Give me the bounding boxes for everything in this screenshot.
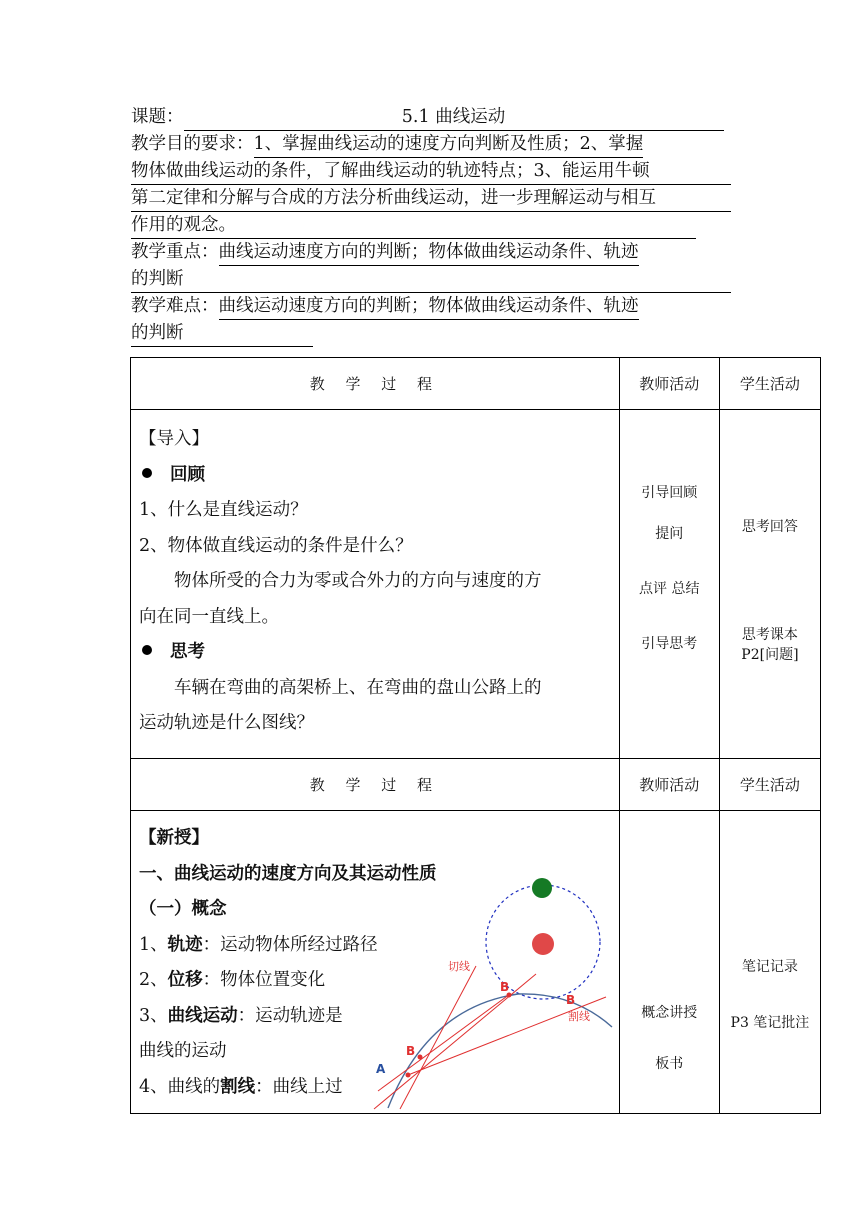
new-teacher-activity bbox=[619, 811, 719, 1114]
goals-line-4: 作用的观念。 bbox=[131, 212, 696, 239]
question-2: 2、物体做直线运动的条件是什么？ bbox=[139, 535, 413, 556]
label-b-right: B bbox=[566, 993, 576, 1007]
key-row bbox=[131, 239, 731, 266]
think-line-1: 车辆在弯曲的高架桥上、在弯曲的盘山公路上的 bbox=[174, 677, 542, 698]
student-item: 笔记记录 bbox=[741, 959, 798, 975]
curve-tangent-secant-diagram bbox=[368, 877, 618, 1112]
goals-label: 教学目的要求： bbox=[131, 134, 254, 154]
key-line-2: 的判断 bbox=[131, 266, 731, 293]
green-ball bbox=[532, 878, 552, 898]
student-item: 思考回答 bbox=[741, 519, 798, 535]
label-b-lower: B bbox=[406, 1044, 416, 1058]
col-student-header: 学生活动 bbox=[719, 759, 820, 811]
teacher-item: 板书 bbox=[655, 1056, 684, 1072]
item-text: ：物体位置变化 bbox=[202, 970, 326, 990]
col-teacher-header: 教师活动 bbox=[619, 759, 719, 811]
teacher-item: 概念讲授 bbox=[641, 1005, 698, 1021]
concept-item-3-cont: 曲线的运动 bbox=[139, 1041, 227, 1061]
item-text: ：运动物体所经过路径 bbox=[202, 934, 378, 955]
new-student-activity bbox=[719, 811, 820, 1114]
item-term: 割线 bbox=[220, 1076, 256, 1097]
item-number: 1、 bbox=[139, 934, 168, 955]
bullet-icon bbox=[142, 645, 152, 655]
col-student-header: 学生活动 bbox=[719, 358, 820, 410]
label-a: A bbox=[376, 1062, 386, 1076]
goals-line-2: 物体做曲线运动的条件，了解曲线运动的轨迹特点；3、能运用牛顿 bbox=[131, 158, 731, 185]
goals-row bbox=[131, 131, 731, 158]
teacher-item: 引导回顾 bbox=[641, 485, 698, 501]
label-b-upper: B bbox=[500, 980, 510, 994]
lesson-header bbox=[131, 104, 731, 347]
subsection-concept: （一）概念 bbox=[139, 899, 227, 919]
table-header-row-2 bbox=[131, 759, 821, 811]
question-1: 1、什么是直线运动？ bbox=[139, 500, 308, 520]
diff-label: 教学难点： bbox=[131, 296, 219, 316]
intro-row bbox=[131, 410, 821, 759]
think-bullet bbox=[139, 635, 611, 671]
diff-line-1: 曲线运动速度方向的判断；物体做曲线运动条件、轨迹 bbox=[219, 293, 639, 320]
item-text: ：运动轨迹是 bbox=[237, 1005, 343, 1026]
teacher-item: 提问 bbox=[655, 526, 684, 542]
red-ball bbox=[532, 933, 554, 955]
secant-line bbox=[408, 997, 606, 1075]
bullet-icon bbox=[142, 468, 152, 478]
secant-label: 割线 bbox=[568, 1010, 590, 1023]
item-term: 位移 bbox=[167, 970, 203, 990]
teacher-item: 点评 总结 bbox=[639, 581, 700, 597]
goals-line-1: 1、掌握曲线运动的速度方向判断及性质；2、掌握 bbox=[254, 131, 644, 158]
point-a bbox=[406, 1073, 411, 1078]
intro-content bbox=[131, 410, 620, 759]
student-item: P2[问题] bbox=[741, 647, 799, 663]
answer-line-1: 物体所受的合力为零或合外力的方向与速度的方 bbox=[174, 571, 542, 591]
col-teacher-header: 教师活动 bbox=[619, 358, 719, 410]
review-label: 回顾 bbox=[170, 464, 205, 485]
intro-heading: 【导入】 bbox=[139, 429, 209, 449]
item-text: ：曲线上过 bbox=[255, 1076, 343, 1097]
item-number: 2、 bbox=[139, 970, 168, 990]
intro-student-activity bbox=[719, 410, 820, 759]
tangent-label: 切线 bbox=[448, 960, 470, 973]
item-number: 3、 bbox=[139, 1005, 168, 1026]
student-item: P3 笔记批注 bbox=[730, 1015, 810, 1031]
section-1-title: 一、曲线运动的速度方向及其运动性质 bbox=[139, 863, 437, 884]
intro-teacher-activity bbox=[619, 410, 719, 759]
item-number: 4、曲线的 bbox=[139, 1076, 221, 1097]
topic-row bbox=[131, 104, 731, 131]
student-item: 思考课本 bbox=[741, 627, 798, 643]
col-process-header: 教 学 过 程 bbox=[131, 358, 620, 410]
key-label: 教学重点： bbox=[131, 242, 219, 262]
new-heading: 【新授】 bbox=[139, 828, 209, 848]
diff-line-2-row bbox=[131, 320, 731, 347]
item-term: 轨迹 bbox=[167, 934, 203, 955]
topic-label: 课题： bbox=[131, 107, 184, 127]
answer-line-2: 向在同一直线上。 bbox=[139, 606, 279, 627]
tangent-line-b bbox=[374, 974, 536, 1109]
topic-value: 5.1 曲线运动 bbox=[184, 104, 724, 131]
key-line-1: 曲线运动速度方向的判断；物体做曲线运动条件、轨迹 bbox=[219, 239, 639, 266]
diff-line-2: 的判断 bbox=[131, 320, 313, 347]
teacher-item: 引导思考 bbox=[641, 636, 698, 652]
think-label: 思考 bbox=[170, 642, 205, 662]
diff-row bbox=[131, 293, 731, 320]
table-header-row bbox=[131, 358, 821, 410]
point-b-lower bbox=[418, 1055, 423, 1060]
tangent-line-a bbox=[400, 966, 476, 1109]
goals-line-3: 第二定律和分解与合成的方法分析曲线运动，进一步理解运动与相互 bbox=[131, 185, 731, 212]
col-process-header: 教 学 过 程 bbox=[131, 759, 620, 811]
think-line-2: 运动轨迹是什么图线？ bbox=[139, 713, 314, 733]
review-bullet bbox=[139, 458, 611, 494]
item-term: 曲线运动 bbox=[167, 1005, 238, 1026]
goals-line-4-row bbox=[131, 212, 731, 239]
